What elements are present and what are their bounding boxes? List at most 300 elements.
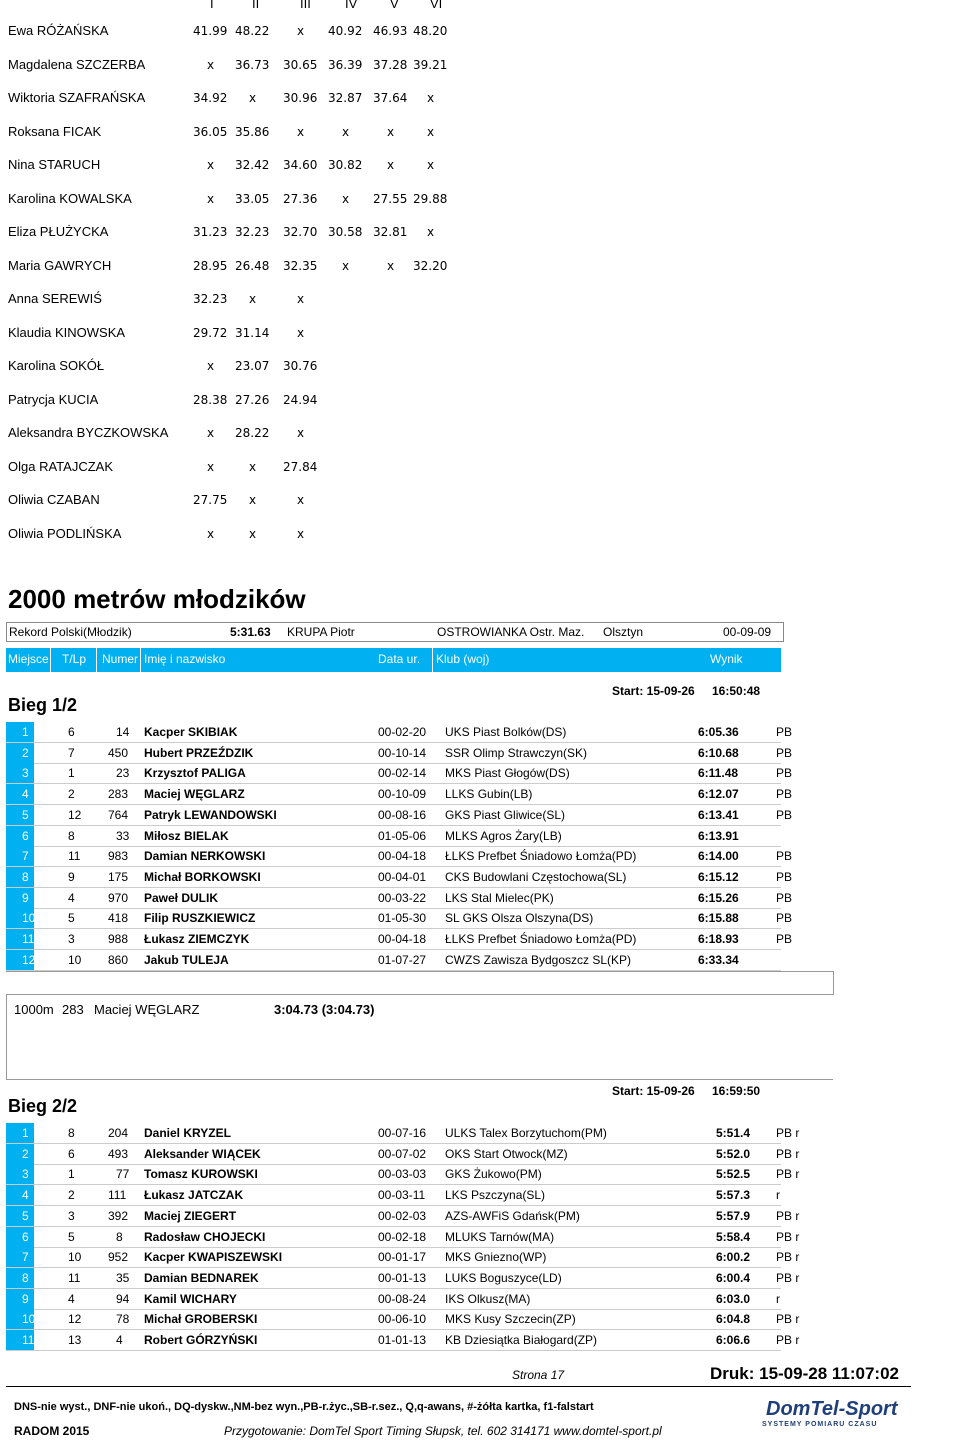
result: 6:15.88: [698, 911, 739, 926]
attempt-value: 35.86: [235, 124, 270, 139]
athlete-name: Damian BEDNAREK: [144, 1270, 259, 1285]
birth-date: 01-05-06: [378, 828, 427, 843]
result: 5:52.5: [716, 1167, 751, 1182]
athlete-name: Tomasz KUROWSKI: [144, 1167, 258, 1182]
attempt-value: x: [297, 493, 305, 507]
place-cell: [6, 1185, 34, 1205]
attempt-value: x: [387, 258, 395, 273]
lane: 6: [68, 725, 75, 739]
col-result: Wynik: [710, 652, 743, 666]
attempt-value: 30.58: [328, 225, 363, 239]
place-cell: [6, 1268, 34, 1288]
place: 5: [22, 1208, 29, 1223]
lane: 7: [68, 745, 75, 760]
place-cell: [6, 929, 34, 949]
attempt-value: x: [249, 292, 257, 306]
athlete-name: Damian NERKOWSKI: [144, 849, 266, 864]
note: PB: [776, 766, 793, 781]
heat2-start-label: Start: 15-09-26: [612, 1084, 695, 1098]
result-row: [6, 1268, 833, 1288]
result-row: [6, 1247, 833, 1267]
athlete-name: Magdalena SZCZERBA: [8, 56, 146, 72]
place-cell: [6, 1144, 34, 1164]
athlete-name: Robert GÓRZYŃSKI: [144, 1333, 258, 1347]
place-cell: [6, 1289, 34, 1309]
athlete-name: Michał BORKOWSKI: [144, 869, 261, 884]
club: MLUKS Tarnów(MA): [445, 1229, 555, 1244]
club: LKS Pszczyna(SL): [445, 1188, 546, 1203]
split-number: 283: [62, 1002, 84, 1017]
place-cell: [6, 1247, 34, 1267]
athlete-name: Krzysztof PALIGA: [144, 766, 246, 781]
place: 9: [22, 1291, 29, 1306]
result-row: [6, 1289, 833, 1309]
attempt-value: 31.14: [235, 325, 270, 340]
lane: 12: [68, 1312, 82, 1327]
attempt-value: 40.92: [328, 24, 363, 38]
lane: 11: [68, 1270, 81, 1285]
birth-date: 00-03-22: [378, 890, 427, 905]
place: 10: [22, 911, 36, 926]
attempt-value: 24.94: [283, 392, 318, 407]
note: PB r: [776, 1167, 800, 1182]
place: 11: [22, 932, 35, 946]
bib-number: 94: [116, 1291, 130, 1306]
place: 3: [22, 1167, 29, 1182]
birth-date: 00-07-02: [378, 1146, 427, 1161]
result-row: [6, 1330, 833, 1350]
record-label: Rekord Polski(Młodzik): [9, 625, 132, 639]
result-row: [6, 929, 833, 949]
attempt-value: 41.99: [193, 24, 228, 38]
attempt-header-2: II: [252, 0, 260, 11]
result: 6:05.36: [698, 725, 739, 739]
birth-date: 00-04-18: [378, 932, 427, 946]
athlete-name: Klaudia KINOWSKA: [8, 324, 126, 340]
place: 3: [22, 766, 29, 781]
place-cell: [6, 743, 34, 763]
lane: 10: [68, 1250, 82, 1265]
attempt-value: x: [207, 57, 215, 72]
bib-number: 14: [116, 725, 130, 739]
club: MKS Piast Głogów(DS): [445, 766, 570, 781]
attempt-value: x: [297, 124, 305, 139]
result-row: [6, 805, 833, 825]
place-cell: [6, 867, 34, 887]
place: 11: [22, 1333, 35, 1347]
place: 8: [22, 1270, 29, 1285]
attempt-value: x: [387, 124, 395, 139]
birth-date: 00-02-14: [378, 766, 427, 781]
birth-date: 00-08-24: [378, 1291, 427, 1306]
place: 2: [22, 745, 29, 760]
attempt-value: 37.28: [373, 57, 408, 72]
athlete-name: Aleksander WIĄCEK: [144, 1146, 261, 1161]
lane: 5: [68, 1229, 75, 1244]
attempt-value: 36.73: [235, 57, 270, 72]
attempt-value: 32.42: [235, 158, 270, 172]
club: OKS Start Otwock(MZ): [445, 1146, 568, 1161]
bib-number: 983: [108, 849, 129, 864]
club: IKS Olkusz(MA): [445, 1291, 531, 1306]
athlete-name: Jakub TULEJA: [144, 952, 229, 967]
club: KB Dziesiątka Białogard(ZP): [445, 1333, 598, 1347]
result-row: [6, 826, 833, 846]
attempt-value: x: [342, 124, 350, 139]
place-cell: [6, 950, 34, 970]
attempt-value: 27.75: [193, 493, 228, 507]
lane: 2: [68, 787, 75, 802]
birth-date: 01-07-27: [378, 952, 427, 967]
result: 6:06.6: [716, 1333, 751, 1347]
athlete-name: Paweł DULIK: [144, 890, 219, 905]
birth-date: 00-08-16: [378, 807, 427, 822]
attempt-value: 26.48: [235, 258, 270, 273]
result-row: [6, 1185, 833, 1205]
bib-number: 111: [108, 1188, 127, 1203]
attempt-value: 34.60: [283, 158, 318, 172]
attempt-value: 27.84: [283, 459, 318, 474]
legend: DNS-nie wyst., DNF-nie ukoń., DQ-dyskw.,NM-bez wyn.,PB-r.życ.,SB-r.sez., Q,q-awans, #-żółta kartka, f1-falstart: [14, 1401, 594, 1413]
result: 6:12.07: [698, 787, 739, 802]
result-row: [6, 888, 833, 908]
attempt-value: 37.64: [373, 91, 408, 105]
attempt-value: x: [297, 24, 305, 38]
club: GKS Piast Gliwice(SL): [445, 807, 566, 822]
attempt-value: 29.88: [413, 191, 448, 206]
attempt-header-5: V: [390, 0, 399, 11]
attempt-value: x: [249, 493, 257, 507]
attempt-value: 27.55: [373, 191, 408, 206]
attempt-value: 30.82: [328, 158, 363, 172]
place: 6: [22, 828, 29, 843]
note: PB r: [776, 1333, 800, 1347]
athlete-name: Maria GAWRYCH: [8, 257, 112, 273]
record-holder: KRUPA Piotr: [287, 625, 355, 639]
heat1-start-time: 16:50:48: [712, 684, 761, 698]
result-row: [6, 1227, 833, 1247]
split-time: 3:04.73 (3:04.73): [274, 1002, 375, 1017]
record-time: 5:31.63: [230, 625, 271, 639]
domtel-logo: DomTel-Sport: [766, 1398, 898, 1420]
lane: 8: [68, 1126, 75, 1140]
note: PB: [776, 869, 793, 884]
result-row: [6, 867, 833, 887]
result: 5:57.3: [716, 1188, 751, 1203]
result: 5:51.4: [716, 1126, 751, 1140]
place: 7: [22, 1250, 29, 1265]
place-cell: [6, 805, 34, 825]
note: PB r: [776, 1312, 800, 1327]
place: 8: [22, 869, 29, 884]
result: 5:57.9: [716, 1208, 751, 1223]
result: 6:03.0: [716, 1291, 751, 1306]
heat2-title: Bieg 2/2: [8, 1096, 78, 1116]
attempt-value: x: [207, 158, 215, 172]
athlete-name: Eliza PŁUŻYCKA: [8, 224, 109, 239]
attempt-value: 30.76: [283, 359, 318, 373]
lane: 5: [68, 911, 75, 926]
place: 9: [22, 890, 29, 905]
bib-number: 493: [108, 1146, 129, 1161]
results-header: [6, 648, 781, 672]
birth-date: 00-03-03: [378, 1167, 427, 1182]
col-place: Miejsce: [8, 652, 49, 666]
birth-date: 00-04-01: [378, 869, 427, 884]
result-row: [6, 743, 833, 763]
attempt-value: x: [427, 225, 435, 239]
birth-date: 00-02-03: [378, 1208, 427, 1223]
result-row: [6, 1206, 833, 1226]
club: GKS Żukowo(PM): [445, 1167, 542, 1182]
attempt-value: 34.92: [193, 91, 228, 105]
attempt-value: 32.87: [328, 91, 363, 105]
heat1-title: Bieg 1/2: [8, 695, 78, 715]
bib-number: 175: [108, 869, 129, 884]
lane: 6: [68, 1146, 75, 1161]
club: UKS Piast Bolków(DS): [445, 725, 567, 739]
athlete-name: Maciej ZIEGERT: [144, 1208, 237, 1223]
birth-date: 00-10-09: [378, 787, 427, 802]
attempt-value: 48.22: [235, 24, 270, 38]
attempt-value: 32.81: [373, 225, 408, 239]
result: 5:52.0: [716, 1146, 751, 1161]
attempt-value: 32.23: [235, 225, 270, 239]
note: PB: [776, 745, 793, 760]
club: ŁLKS Prefbet Śniadowo Łomża(PD): [445, 849, 637, 864]
birth-date: 00-04-18: [378, 849, 427, 864]
attempt-value: x: [427, 124, 435, 139]
club: SSR Olimp Strawczyn(SK): [445, 745, 588, 760]
place: 10: [22, 1312, 36, 1327]
note: PB: [776, 911, 793, 926]
event-title: 2000 metrów młodzików: [8, 584, 306, 614]
lane: 8: [68, 828, 75, 843]
note: PB r: [776, 1270, 800, 1285]
event-name: RADOM 2015: [14, 1424, 90, 1438]
prepared-by: Przygotowanie: DomTel Sport Timing Słupsk, tel. 602 314171 www.domtel-sport.pl: [224, 1424, 662, 1438]
birth-date: 00-10-14: [378, 745, 427, 760]
place-cell: [6, 1164, 34, 1184]
bib-number: 970: [108, 890, 129, 905]
club: AZS-AWFiS Gdańsk(PM): [445, 1208, 580, 1223]
place: 1: [22, 725, 29, 739]
heat1-start-label: Start: 15-09-26: [612, 684, 695, 698]
attempt-header-3: III: [300, 0, 311, 11]
athlete-name: Nina STARUCH: [8, 157, 101, 172]
page-number: Strona 17: [512, 1368, 565, 1382]
result: 6:33.34: [698, 952, 739, 967]
attempt-value: 36.39: [328, 57, 363, 72]
club: LLKS Gubin(LB): [445, 787, 533, 802]
attempt-value: 32.20: [413, 258, 448, 273]
athlete-name: Aleksandra BYCZKOWSKA: [8, 425, 169, 440]
note: PB: [776, 932, 793, 946]
bib-number: 23: [116, 766, 130, 781]
record-date: 00-09-09: [723, 625, 772, 639]
bib-number: 450: [108, 745, 129, 760]
place-cell: [6, 1206, 34, 1226]
athlete-name: Michał GROBERSKI: [144, 1312, 258, 1327]
club: ŁLKS Prefbet Śniadowo Łomża(PD): [445, 932, 637, 946]
note: r: [776, 1291, 780, 1306]
athlete-name: Oliwia PODLIŃSKA: [8, 525, 122, 541]
attempt-value: x: [427, 158, 435, 172]
attempt-value: 39.21: [413, 57, 448, 72]
lane: 4: [68, 890, 75, 905]
bib-number: 283: [108, 787, 129, 802]
bib-number: 33: [116, 828, 130, 843]
result: 6:13.41: [698, 807, 739, 822]
note: PB r: [776, 1126, 800, 1140]
lane: 3: [68, 932, 75, 946]
result: 6:00.2: [716, 1250, 751, 1265]
attempt-value: 33.05: [235, 191, 270, 206]
result-row: [6, 950, 833, 970]
lane: 3: [68, 1208, 75, 1223]
result: 6:15.26: [698, 890, 739, 905]
place-cell: [6, 908, 34, 928]
place: 5: [22, 807, 29, 822]
attempt-value: x: [207, 191, 215, 206]
attempt-value: 48.20: [413, 24, 448, 38]
club: SL GKS Olsza Olszyna(DS): [445, 911, 594, 926]
bib-number: 418: [108, 911, 129, 926]
result-row: [6, 1144, 833, 1164]
attempt-value: x: [427, 91, 435, 105]
lane: 11: [68, 849, 81, 864]
attempt-value: x: [207, 459, 215, 474]
birth-date: 00-06-10: [378, 1312, 427, 1327]
heat2-start-time: 16:59:50: [712, 1084, 761, 1098]
athlete-name: Oliwia CZABAN: [8, 492, 100, 507]
result: 6:13.91: [698, 828, 739, 843]
attempt-value: 32.70: [283, 225, 318, 239]
athlete-name: Karolina KOWALSKA: [8, 190, 132, 206]
lane: 10: [68, 952, 82, 967]
result: 6:18.93: [698, 932, 739, 946]
result-row: [6, 908, 833, 928]
attempt-value: x: [297, 325, 305, 340]
bib-number: 952: [108, 1250, 129, 1265]
record-place: Olsztyn: [603, 625, 644, 639]
attempt-header-6: VI: [430, 0, 443, 11]
bib-number: 392: [108, 1208, 129, 1223]
athlete-name: Anna SEREWIŚ: [8, 291, 102, 306]
lane: 2: [68, 1188, 75, 1203]
attempt-header-1: I: [210, 0, 214, 11]
place: 6: [22, 1229, 29, 1244]
athlete-name: Karolina SOKÓŁ: [8, 358, 105, 373]
note: PB r: [776, 1229, 800, 1244]
athlete-name: Kamil WICHARY: [144, 1291, 237, 1306]
bib-number: 78: [116, 1312, 130, 1327]
bib-number: 77: [116, 1167, 130, 1182]
club: ULKS Talex Borzytuchom(PM): [445, 1126, 607, 1140]
row-divider: [6, 1350, 781, 1351]
lane: 4: [68, 1291, 75, 1306]
note: r: [776, 1188, 780, 1203]
birth-date: 00-07-16: [378, 1126, 427, 1140]
place-cell: [6, 763, 34, 783]
result-row: [6, 763, 833, 783]
note: PB: [776, 725, 793, 739]
col-club: Klub (woj): [436, 652, 490, 666]
col-number: Numer: [102, 652, 139, 666]
bib-number: 988: [108, 932, 129, 946]
place-cell: [6, 1227, 34, 1247]
athlete-name: Ewa RÓŻAŃSKA: [8, 23, 109, 38]
note: PB r: [776, 1146, 800, 1161]
athlete-name: Maciej WĘGLARZ: [144, 787, 245, 802]
place-cell: [6, 1123, 34, 1143]
attempt-value: 23.07: [235, 359, 270, 373]
club: CWZS Zawisza Bydgoszcz SL(KP): [445, 952, 632, 967]
attempt-value: 28.95: [193, 258, 228, 273]
athlete-name: Filip RUSZKIEWICZ: [144, 911, 256, 926]
attempt-value: 28.22: [235, 426, 270, 440]
result-row: [6, 1309, 833, 1329]
attempt-value: 46.93: [373, 24, 408, 38]
place-cell: [6, 784, 34, 804]
attempt-value: x: [207, 426, 215, 440]
place-cell: [6, 1309, 34, 1329]
record-box: [6, 622, 784, 642]
athlete-name: Patryk LEWANDOWSKI: [144, 807, 277, 822]
domtel-logo-sub: SYSTEMY POMIARU CZASU: [762, 1421, 878, 1428]
result-row: [6, 722, 833, 742]
athlete-name: Hubert PRZEŹDZIK: [144, 745, 254, 760]
athlete-name: Olga RATAJCZAK: [8, 458, 113, 474]
note: PB: [776, 787, 793, 802]
bib-number: 860: [108, 952, 129, 967]
birth-date: 00-02-18: [378, 1229, 427, 1244]
print-date: Druk: 15-09-28 11:07:02: [710, 1364, 900, 1383]
result-row: [6, 1164, 833, 1184]
athlete-name: Kacper KWAPISZEWSKI: [144, 1250, 283, 1265]
bib-number: 35: [116, 1270, 130, 1285]
bib-number: 8: [116, 1229, 123, 1244]
attempt-value: x: [207, 526, 215, 541]
club: MKS Kusy Szczecin(ZP): [445, 1312, 576, 1327]
result: 6:15.12: [698, 869, 739, 884]
place: 12: [22, 952, 36, 967]
athlete-name: Roksana FICAK: [8, 123, 102, 139]
attempt-value: 30.96: [283, 91, 318, 105]
col-lane: T/Lp: [62, 652, 87, 666]
lane: 12: [68, 807, 82, 822]
attempt-value: x: [297, 526, 305, 541]
place-cell: [6, 826, 34, 846]
split-distance: 1000m: [14, 1002, 54, 1017]
birth-date: 01-01-13: [378, 1333, 427, 1347]
place-cell: [6, 1330, 34, 1350]
attempt-value: 30.65: [283, 57, 318, 72]
lane: 1: [68, 766, 75, 781]
attempt-value: 32.35: [283, 258, 318, 273]
athlete-name: Kacper SKIBIAK: [144, 725, 238, 739]
attempt-value: x: [297, 292, 305, 306]
result-row: [6, 1123, 833, 1143]
attempt-value: x: [249, 459, 257, 474]
attempt-value: x: [342, 258, 350, 273]
birth-date: 01-05-30: [378, 911, 427, 926]
athlete-name: Patrycja KUCIA: [8, 391, 99, 407]
col-dob: Data ur.: [378, 652, 421, 666]
note: PB r: [776, 1208, 800, 1223]
birth-date: 00-03-11: [378, 1188, 426, 1203]
athlete-name: Wiktoria SZAFRAŃSKA: [8, 90, 146, 105]
